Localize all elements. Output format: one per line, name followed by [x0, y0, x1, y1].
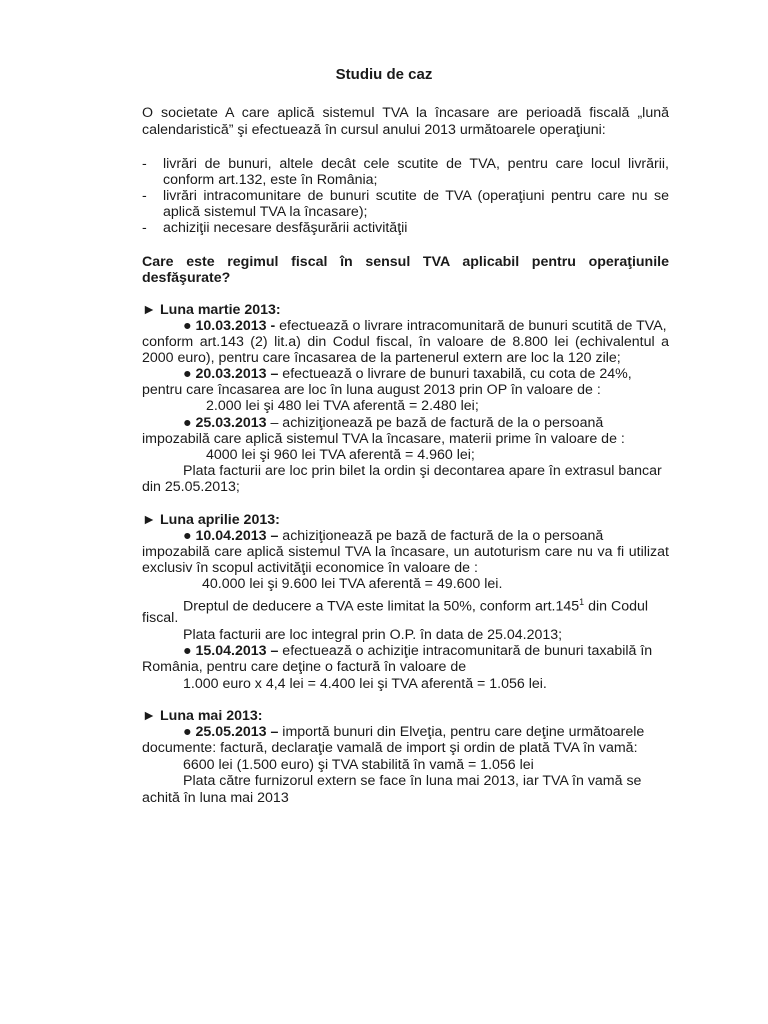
march-op1-line-1	[183, 318, 667, 335]
march-op3-line-5: din 25.05.2013;	[142, 479, 240, 495]
may-op1-date: ● 25.05.2013 –	[183, 724, 279, 740]
april-op2-line-2: România, pentru care deţine o factură în valoare de	[142, 659, 467, 675]
march-op3-line-4: Plata facturii are loc prin bilet la ordin şi decontarea apare în extrasul bancar	[183, 463, 662, 479]
march-op2-date: ● 20.03.2013 –	[183, 366, 279, 382]
march-op1-text: efectuează o livrare intracomunitară de bunuri scutită de TVA,	[275, 318, 667, 334]
section-heading-may: ► Luna mai 2013:	[142, 708, 263, 724]
march-op2-line-2: pentru care încasarea are loc în luna august 2013 prin OP în valoare de :	[142, 382, 601, 398]
intro-line-1: O societate A care aplică sistemul TVA la încasare are perioadă fiscală „lună	[142, 105, 669, 121]
bullet-2-line-2: aplică sistemul TVA la încasare);	[163, 204, 368, 220]
question-line-1: Care este regimul fiscal în sensul TVA aplicabil pentru operaţiunile	[142, 254, 669, 270]
bullet-2-line-1: livrări intracomunitare de bunuri scutite de TVA (operaţiuni pentru care nu se	[163, 188, 669, 204]
intro-line-2: calendaristică” şi efectuează în cursul anului 2013 următoarele operaţiuni:	[142, 122, 606, 138]
april-op1-line-7: Plata facturii are loc integral prin O.P. în data de 25.04.2013;	[183, 627, 563, 643]
april-op1-line-5	[183, 594, 648, 616]
may-op1-line-4: Plata către furnizorul extern se face în luna mai 2013, iar TVA în vamă se	[183, 773, 642, 789]
april-op1-line-3: exclusiv în scopul activităţii economice în valoare de :	[142, 560, 478, 576]
april-op1-line-4: 40.000 lei şi 9.600 lei TVA aferentă = 49.600 lei.	[202, 576, 503, 592]
may-op1-text: importă bunuri din Elveţia, pentru care deţine următoarele	[278, 724, 645, 740]
april-op1-line-2: impozabilă care aplică sistemul TVA la încasare, un autoturism care nu va fi utilizat	[142, 544, 669, 560]
march-op3-line-2: impozabilă care aplică sistemul TVA la încasare, materii prime în valoare de :	[142, 431, 625, 447]
april-op1-line-1	[183, 528, 603, 545]
section-heading-april: ► Luna aprilie 2013:	[142, 512, 280, 528]
march-op3-text: – achiziţionează pe bază de factură de la o persoană	[266, 415, 604, 431]
section-heading-march: ► Luna martie 2013:	[142, 302, 281, 318]
april-op1-deduction-text-end: din Codul	[584, 598, 649, 615]
april-op2-line-1	[183, 643, 652, 660]
page-title: Studiu de caz	[335, 66, 433, 83]
bullet-1-line-2: conform art.132, este în România;	[163, 172, 378, 188]
march-op2-text: efectuează o livrare de bunuri taxabilă, cu cota de 24%,	[278, 366, 632, 382]
march-op1-line-2: conform art.143 (2) lit.a) din Codul fiscal, în valoare de 8.800 lei (echivalentul a	[142, 334, 669, 350]
bullet-3-line-1: achiziţii necesare desfăşurării activităţii	[163, 220, 408, 236]
may-op1-line-2: documente: factură, declaraţie vamală de import şi ordin de plată TVA în vamă:	[142, 740, 638, 756]
march-op2-line-1	[183, 366, 632, 383]
april-op1-line-6: fiscal.	[142, 610, 179, 626]
bullet-dash: -	[142, 220, 147, 236]
question-line-2: desfăşurate?	[142, 270, 231, 286]
may-op1-line-5: achită în luna mai 2013	[142, 790, 289, 806]
april-op1-text: achiziţionează pe bază de factură de la o persoană	[278, 528, 604, 544]
april-op1-deduction-text: Dreptul de deducere a TVA este limitat la 50%, conform art.145	[183, 598, 580, 615]
bullet-dash: -	[142, 188, 147, 204]
march-op2-line-3: 2.000 lei şi 480 lei TVA aferentă = 2.480 lei;	[206, 398, 479, 414]
april-op2-date: ● 15.04.2013 –	[183, 643, 279, 659]
march-op3-date: ● 25.03.2013	[183, 415, 267, 431]
article-superscript: 1	[579, 597, 585, 607]
bullet-1-line-1: livrări de bunuri, altele decât cele scutite de TVA, pentru care locul livrării,	[163, 156, 669, 172]
may-op1-line-3: 6600 lei (1.500 euro) şi TVA stabilită în vamă = 1.056 lei	[183, 757, 534, 773]
march-op1-date: ● 10.03.2013 -	[183, 318, 276, 334]
march-op1-line-3: 2000 euro), pentru care încasarea de la partenerul extern are loc la 120 zile;	[142, 350, 621, 366]
march-op3-line-1	[183, 415, 603, 432]
april-op2-text: efectuează o achiziţie intracomunitară de bunuri taxabilă în	[278, 643, 653, 659]
april-op2-line-3: 1.000 euro x 4,4 lei = 4.400 lei şi TVA aferentă = 1.056 lei.	[183, 676, 547, 692]
march-op3-line-3: 4000 lei şi 960 lei TVA aferentă = 4.960 lei;	[206, 447, 475, 463]
may-op1-line-1	[183, 724, 644, 741]
april-op1-date: ● 10.04.2013 –	[183, 528, 279, 544]
bullet-dash: -	[142, 156, 147, 172]
